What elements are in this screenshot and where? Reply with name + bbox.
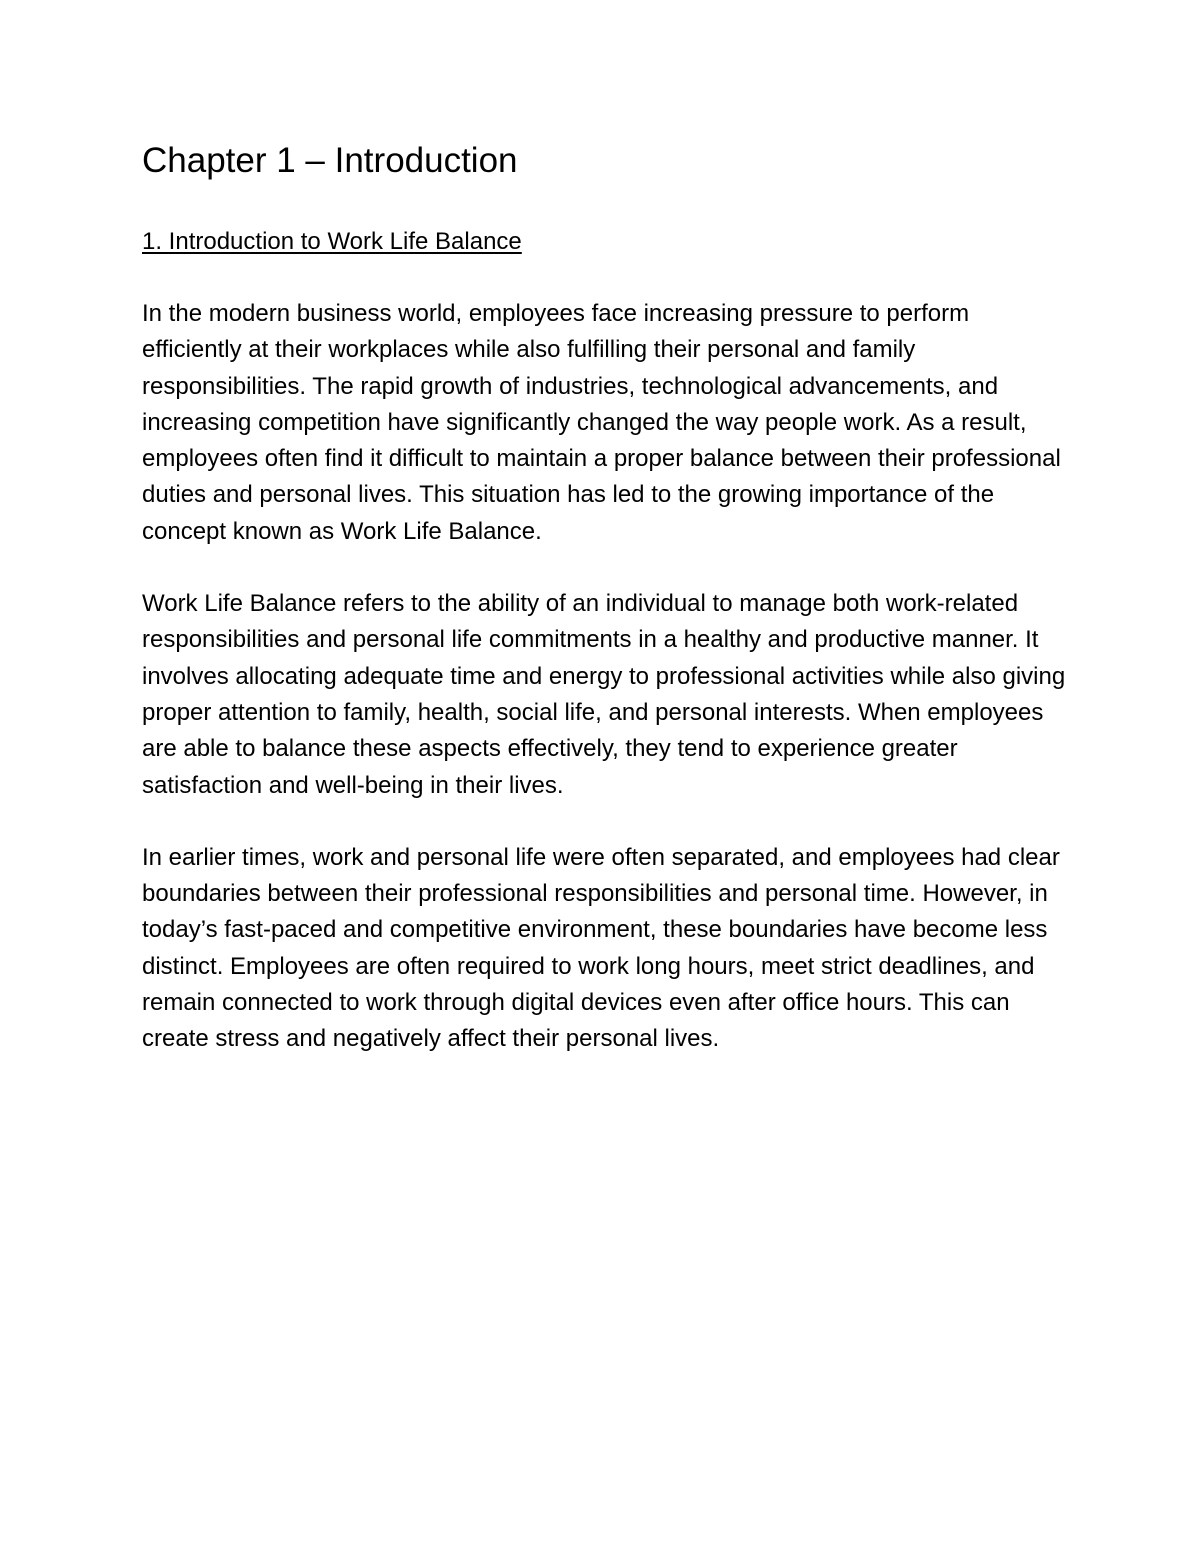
- paragraph-2: Work Life Balance refers to the ability of an individual to manage both work-related responsibilities and personal life commitments in a healthy and productive manner. It involves allocating adequate time and energy to professional activities while also giving proper attention to family, health, social life, and personal interests. When employees are able to balance these aspects effectively, they tend to experience greater satisfaction and well-being in their lives.: [142, 590, 1066, 799]
- document-content: [142, 138, 1072, 1058]
- chapter-title: Chapter 1 – Introduction: [142, 141, 518, 180]
- paragraph-3: In earlier times, work and personal life were often separated, and employees had clear boundaries between their professional responsibilities and personal time. However, in today’s fast-paced and competitive environment, these boundaries have become less distinct. Employees are often required to work long hours, meet strict deadlines, and remain connected to work through digital devices even after office hours. This can create stress and negatively affect their personal lives.: [142, 843, 1060, 1053]
- paragraph-1: In the modern business world, employees face increasing pressure to perform efficiently at their workplaces while also fulfilling their personal and family responsibilities. The rapid growth of industries, technological advancements, and increasing competition have significantly changed the way people work. As a result, employees often find it difficult to maintain a proper balance between their professional duties and personal lives. This situation has led to the growing importance of the concept known as Work Life Balance.: [142, 300, 1061, 545]
- section-heading: 1. Introduction to Work Life Balance: [142, 228, 522, 255]
